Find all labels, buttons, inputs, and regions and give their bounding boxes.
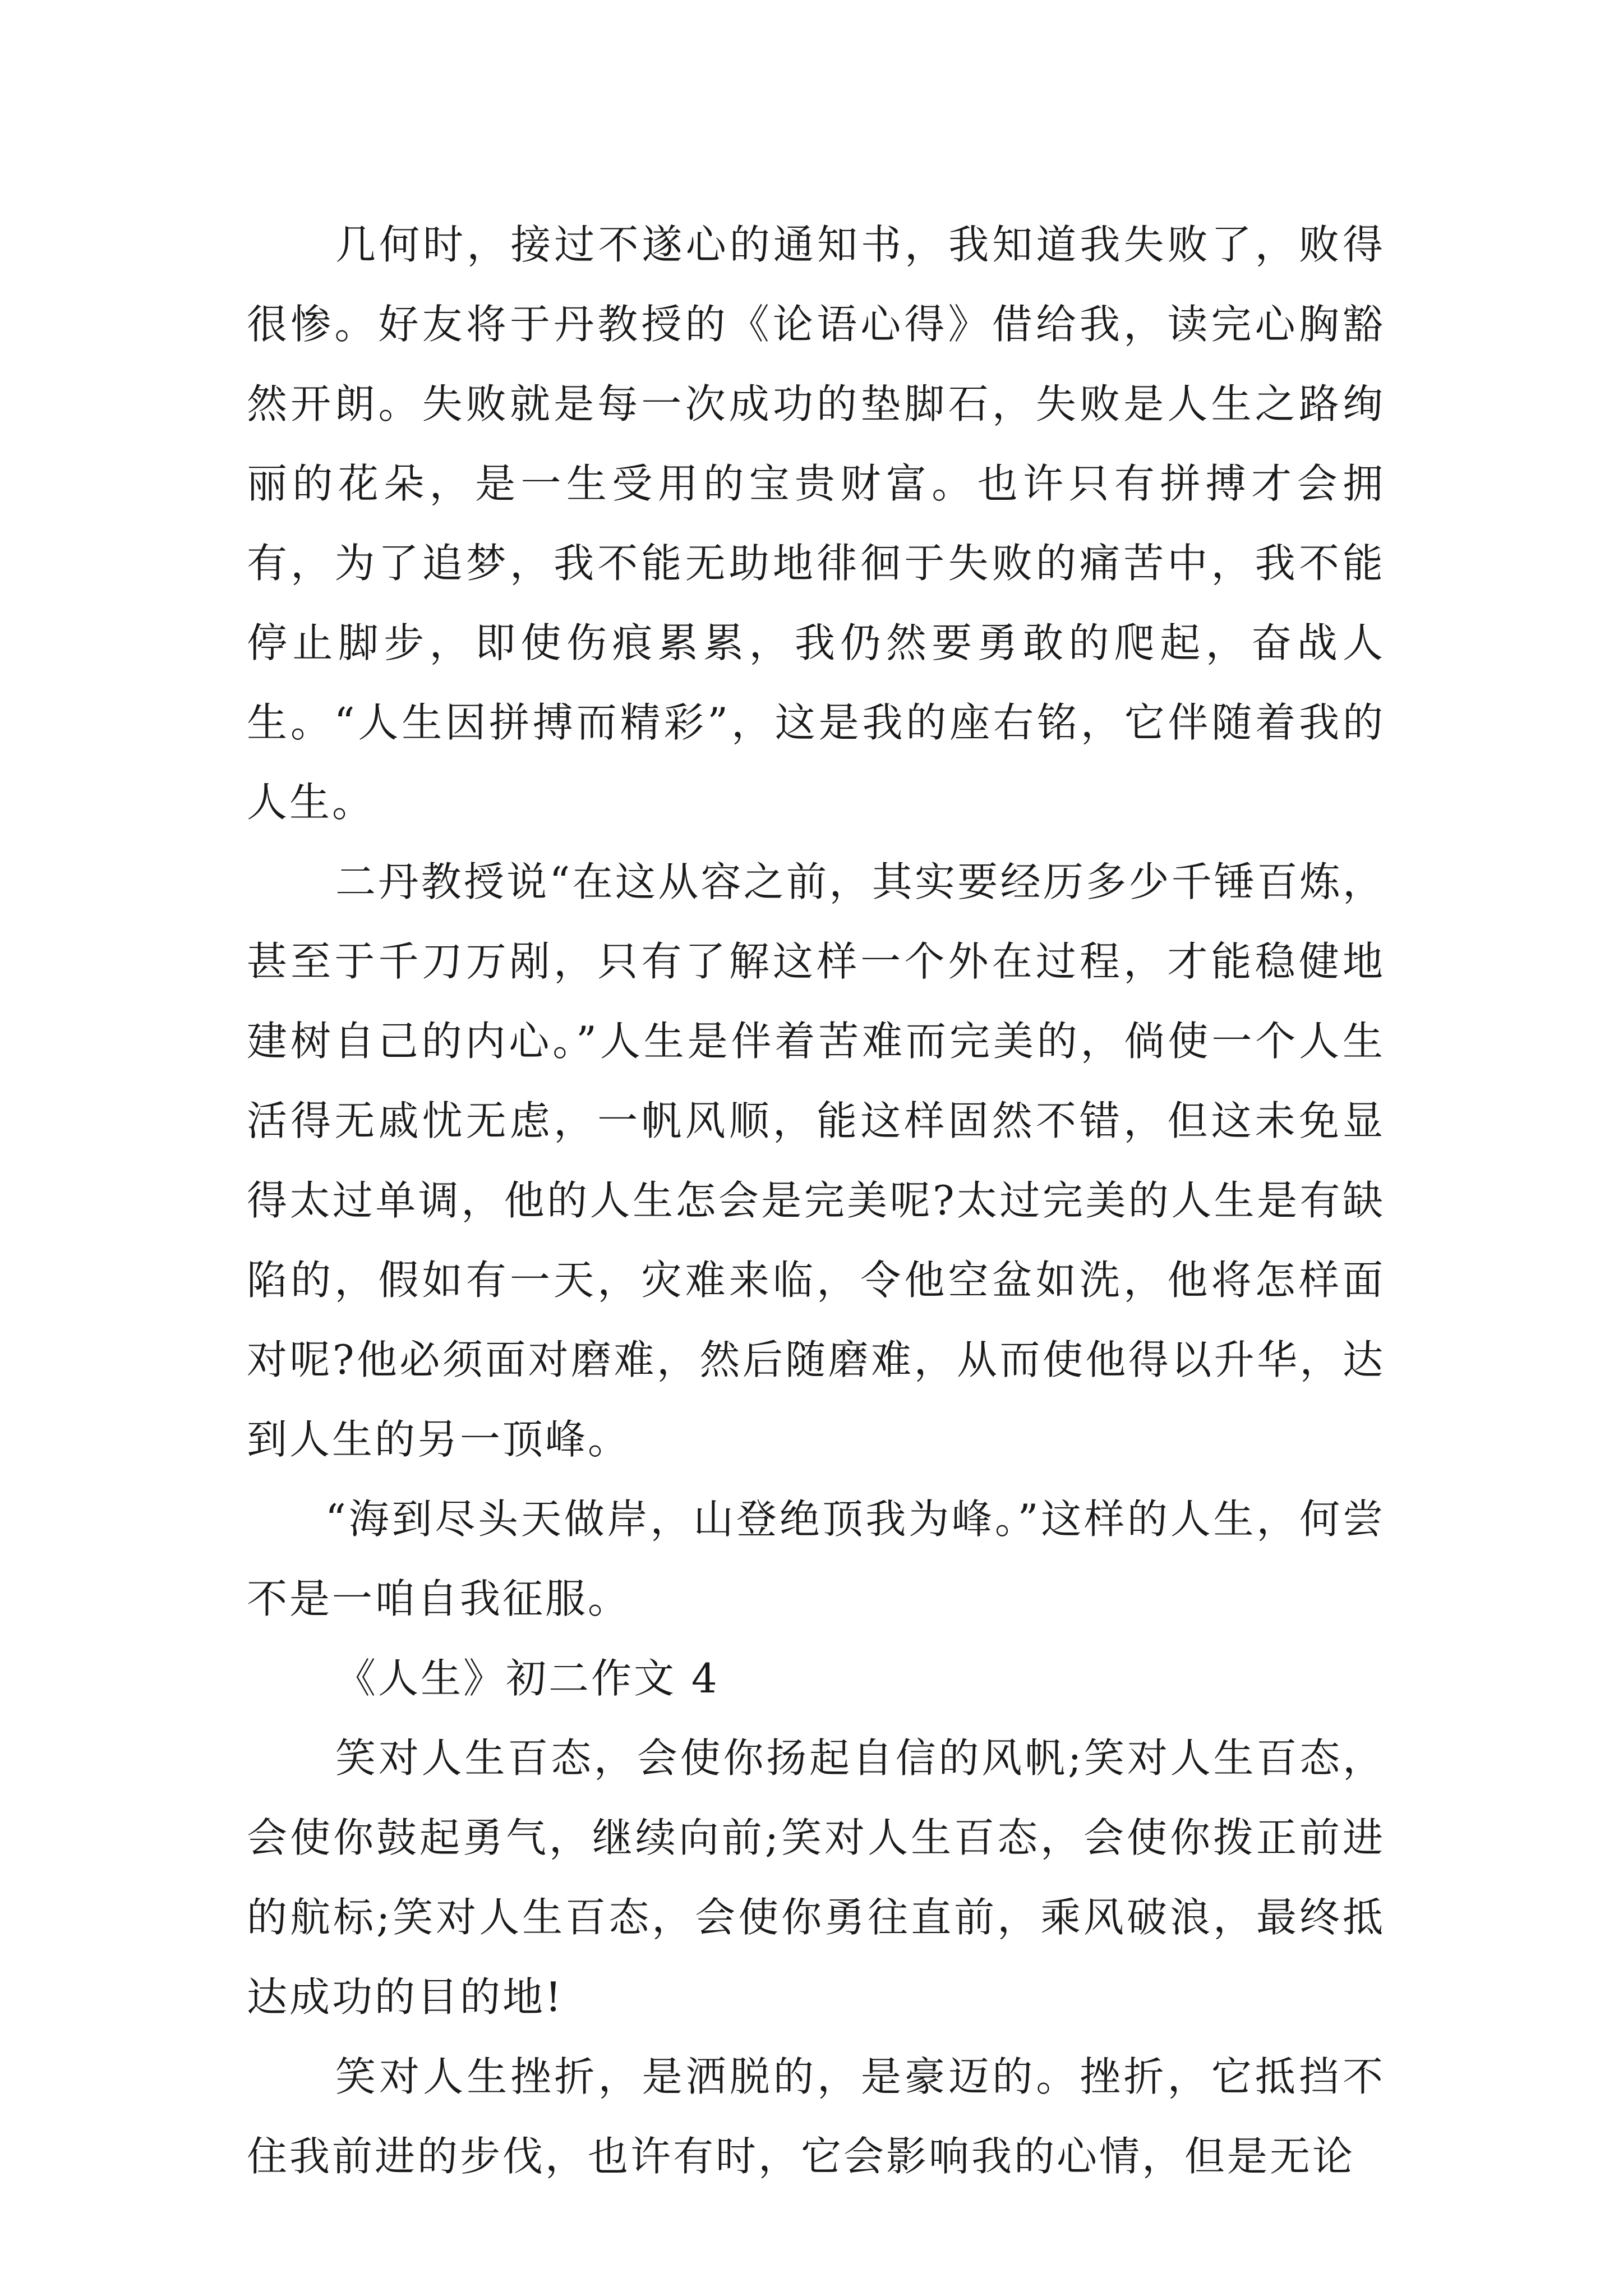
- paragraph-failure: 几何时，接过不遂心的通知书，我知道我失败了，败得很惨。好友将于丹教授的《论语心得》借给我，读完心胸豁然开朗。失败就是每一次成功的垫脚石，失败是人生之路绚丽的花朵，是一生受用的宝贵财富。也许只有拼搏才会拥有，为了追梦，我不能无助地徘徊于失败的痛苦中，我不能停止脚步，即使伤痕累累，我仍然要勇敢的爬起，奋战人生。“人生因拼搏而精彩”，这是我的座右铭，它伴随着我的人生。: [247, 221, 1385, 826]
- paragraph-smile-life: 笑对人生百态，会使你扬起自信的风帆;笑对人生百态，会使你鼓起勇气，继续向前;笑对人生百态，会使你拨正前进的航标;笑对人生百态，会使你勇往直前，乘风破浪，最终抵达成功的目的地!: [247, 1734, 1385, 2021]
- document-body: [247, 205, 1385, 2196]
- paragraph-sea-mountain: “海到尽头天做岸，山登绝顶我为峰。”这样的人生，何尝不是一咱自我征服。: [247, 1496, 1385, 1622]
- paragraph-professor-quote: 二丹教授说“在这从容之前，其实要经历多少千锤百炼，甚至于千刀万剐，只有了解这样一个外在过程，才能稳健地建树自己的内心。”人生是伴着苦难而完美的，倘使一个人生活得无戚忧无虑，一帆风顺，能这样固然不错，但这未免显得太过单调，他的人生怎会是完美呢?太过完美的人生是有缺陷的，假如有一天，灾难来临，令他空盆如洗，他将怎样面对呢?他必须面对磨难，然后随磨难，从而使他得以升华，达到人生的另一顶峰。: [247, 858, 1385, 1463]
- section-heading: 《人生》初二作文 4: [335, 1655, 720, 1702]
- paragraph-setbacks: 笑对人生挫折，是洒脱的，是豪迈的。挫折，它抵挡不住我前进的步伐，也许有时，它会影响我的心情，但是无论: [247, 2053, 1385, 2180]
